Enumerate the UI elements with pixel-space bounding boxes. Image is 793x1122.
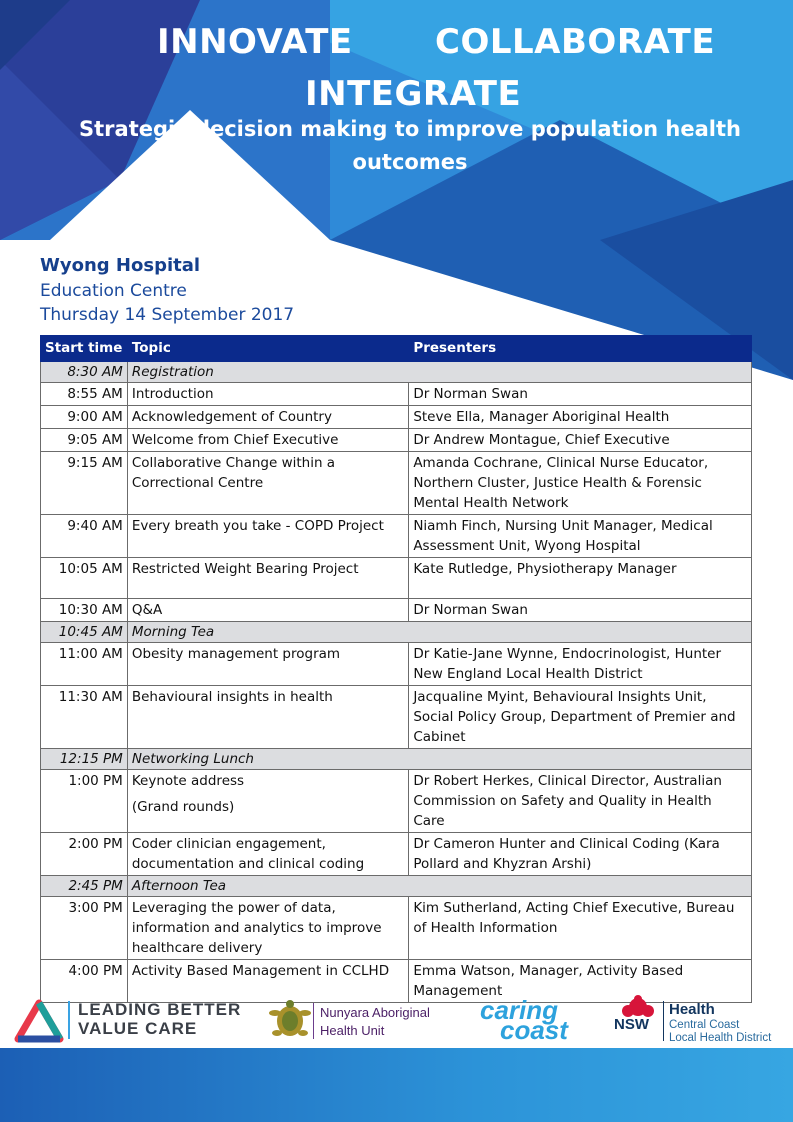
turtle-icon: [268, 999, 312, 1041]
time-cell: 12:15 PM: [41, 749, 128, 770]
nunyara-line-1: Nunyara Aboriginal: [320, 1005, 430, 1020]
presenter-cell: Kim Sutherland, Acting Chief Executive, Bureau of Health Information: [409, 897, 752, 960]
time-cell: 3:00 PM: [41, 897, 128, 960]
table-row: [41, 362, 752, 383]
topic-cell: Introduction: [127, 383, 408, 406]
nsw-logo-text: NSW: [614, 1016, 649, 1033]
topic-line: Keynote address: [131, 773, 245, 789]
lbvc-line-2: VALUE CARE: [78, 1019, 198, 1038]
time-cell: 2:00 PM: [41, 833, 128, 876]
topic-cell: [127, 770, 408, 833]
topic-cell: Every breath you take - COPD Project: [127, 515, 408, 558]
table-row: [41, 558, 752, 599]
topic-cell: Networking Lunch: [127, 749, 751, 770]
table-row: [41, 770, 752, 833]
time-cell: 8:30 AM: [41, 362, 128, 383]
time-cell: 10:30 AM: [41, 599, 128, 622]
table-row: [41, 622, 752, 643]
health-divider: [663, 1001, 664, 1041]
lbvc-logo-icon: [14, 999, 64, 1043]
topic-cell: Afternoon Tea: [127, 876, 751, 897]
time-cell: 11:30 AM: [41, 686, 128, 749]
nunyara-line-2: Health Unit: [320, 1023, 385, 1038]
table-row: [41, 599, 752, 622]
event-date: Thursday 14 September 2017: [40, 305, 295, 325]
topic-cell: Registration: [127, 362, 751, 383]
presenter-cell: Jacqualine Myint, Behavioural Insights Unit, Social Policy Group, Department of Premier and Cabinet: [409, 686, 752, 749]
table-row: [41, 383, 752, 406]
table-row: [41, 643, 752, 686]
table-row: [41, 452, 752, 515]
partner-logos: [0, 995, 793, 1047]
presenter-cell: Steve Ella, Manager Aboriginal Health: [409, 406, 752, 429]
header-presenters: Presenters: [409, 336, 752, 362]
subtitle-line-2: outcomes: [352, 150, 468, 174]
time-cell: 4:00 PM: [41, 960, 128, 1003]
header-topic: Topic: [127, 336, 408, 362]
topic-cell: Welcome from Chief Executive: [127, 429, 408, 452]
health-logo-title: Health: [669, 1001, 715, 1018]
topic-cell: Coder clinician engagement, documentation and clinical coding: [127, 833, 408, 876]
presenter-cell: Dr Andrew Montague, Chief Executive: [409, 429, 752, 452]
topic-cell: Obesity management program: [127, 643, 408, 686]
table-row: [41, 515, 752, 558]
caring-logo-line-1: caring: [480, 995, 559, 1025]
presenter-cell: Amanda Cochrane, Clinical Nurse Educator, Northern Cluster, Justice Health & Forensic Mental Health Network: [409, 452, 752, 515]
time-cell: 9:40 AM: [41, 515, 128, 558]
presenter-cell: Niamh Finch, Nursing Unit Manager, Medical Assessment Unit, Wyong Hospital: [409, 515, 752, 558]
health-logo-line-3: Local Health District: [669, 1032, 772, 1044]
agenda-table: [40, 335, 752, 1003]
table-row: [41, 406, 752, 429]
venue-place: Education Centre: [40, 281, 187, 301]
table-row: [41, 749, 752, 770]
presenter-cell: Kate Rutledge, Physiotherapy Manager: [409, 558, 752, 599]
lbvc-line-1: LEADING BETTER: [78, 1000, 242, 1019]
topic-cell: Activity Based Management in CCLHD: [127, 960, 408, 1003]
presenter-cell: Dr Robert Herkes, Clinical Director, Australian Commission on Safety and Quality in Health Care: [409, 770, 752, 833]
table-row: [41, 876, 752, 897]
time-cell: 10:45 AM: [41, 622, 128, 643]
table-row: [41, 833, 752, 876]
lbvc-divider: [68, 1001, 70, 1039]
subtitle-line-1: Strategic decision making to improve population health: [79, 117, 741, 141]
footer-band: [0, 1048, 793, 1122]
time-cell: 9:00 AM: [41, 406, 128, 429]
presenter-cell: Dr Cameron Hunter and Clinical Coding (Kara Pollard and Khyzran Arshi): [409, 833, 752, 876]
topic-cell: Q&A: [127, 599, 408, 622]
topic-cell: Restricted Weight Bearing Project: [127, 558, 408, 599]
presenter-cell: Dr Norman Swan: [409, 599, 752, 622]
headline-innovate: INNOVATE: [157, 22, 353, 62]
presenter-cell: Emma Watson, Manager, Activity Based Management: [409, 960, 752, 1003]
time-cell: 11:00 AM: [41, 643, 128, 686]
topic-cell: Collaborative Change within a Correctional Centre: [127, 452, 408, 515]
topic-cell: Acknowledgement of Country: [127, 406, 408, 429]
topic-cell: Behavioural insights in health: [127, 686, 408, 749]
header-start-time: Start time: [41, 336, 128, 362]
headline-collaborate: COLLABORATE: [435, 22, 716, 62]
time-cell: 2:45 PM: [41, 876, 128, 897]
topic-line-2: (Grand rounds): [131, 799, 235, 815]
agenda-header-row: [41, 336, 752, 362]
caring-logo-line-2: coast: [500, 1015, 568, 1045]
time-cell: 8:55 AM: [41, 383, 128, 406]
presenter-cell: Dr Katie-Jane Wynne, Endocrinologist, Hunter New England Local Health District: [409, 643, 752, 686]
headline-integrate: INTEGRATE: [305, 74, 522, 114]
topic-cell: Morning Tea: [127, 622, 751, 643]
time-cell: 10:05 AM: [41, 558, 128, 599]
time-cell: 9:15 AM: [41, 452, 128, 515]
health-logo-line-2: Central Coast: [669, 1019, 740, 1031]
venue-name: Wyong Hospital: [40, 255, 201, 276]
nunyara-divider: [313, 1003, 314, 1039]
time-cell: 9:05 AM: [41, 429, 128, 452]
time-cell: 1:00 PM: [41, 770, 128, 833]
table-row: [41, 897, 752, 960]
table-row: [41, 686, 752, 749]
table-row: [41, 429, 752, 452]
topic-cell: Leveraging the power of data, information and analytics to improve healthcare delivery: [127, 897, 408, 960]
presenter-cell: Dr Norman Swan: [409, 383, 752, 406]
